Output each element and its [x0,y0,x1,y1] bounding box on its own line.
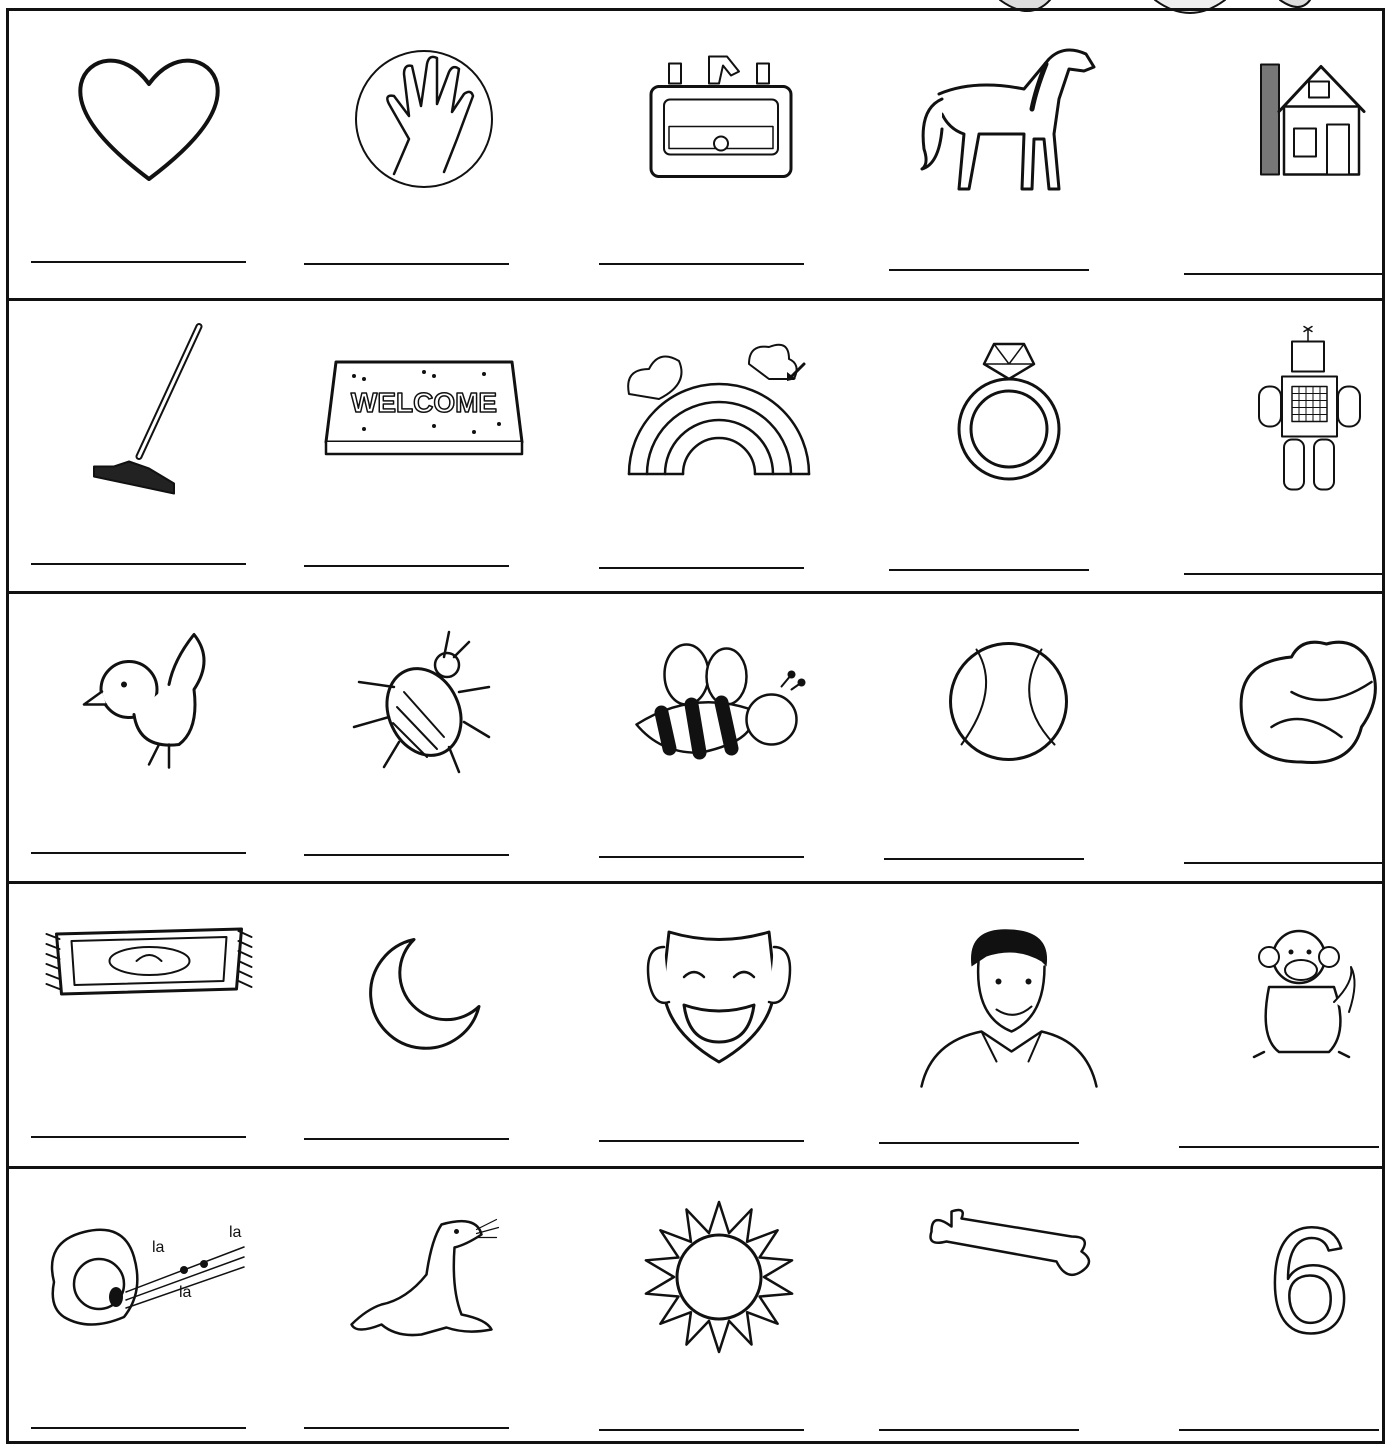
picture-grid [6,8,1385,1444]
picture-cell [294,1169,554,1441]
picture-cell [879,594,1139,881]
beanbag-icon [1179,602,1395,802]
la-note-text: la [229,1224,242,1241]
mask-icon [589,892,849,1092]
bee-icon [589,602,849,802]
welcome-mat-text: WELCOME [350,387,498,418]
picture-cell [589,301,849,591]
picture-cell [19,1169,279,1441]
hand-icon [294,19,554,219]
picture-cell [589,11,849,298]
answer-line[interactable] [889,569,1089,571]
picture-cell [1179,1169,1395,1441]
picture-cell [879,1169,1139,1441]
answer-line[interactable] [1184,862,1384,864]
picture-row-5 [9,1169,1382,1441]
bone-icon [879,1144,1139,1344]
answer-line[interactable] [304,565,509,567]
picture-row-4 [9,884,1382,1169]
man-icon [879,904,1139,1104]
horse-icon [879,19,1139,219]
answer-line[interactable] [1179,1146,1379,1148]
baseball-icon [879,602,1139,802]
ring-icon [879,309,1139,509]
answer-line[interactable] [31,1427,246,1429]
answer-line[interactable] [304,854,509,856]
picture-cell [19,301,279,591]
picture-cell [879,301,1139,591]
picture-cell [879,11,1139,298]
answer-line[interactable] [879,1429,1079,1431]
answer-line[interactable] [1184,273,1384,275]
picture-cell [19,11,279,298]
sun-icon [589,1177,849,1377]
picture-cell [294,884,554,1166]
picture-cell [589,884,849,1166]
robot-icon [1179,309,1395,509]
picture-cell [879,884,1139,1166]
picture-row-1 [9,11,1382,301]
singing-girl-icon [19,1177,279,1377]
house-icon [1179,19,1395,219]
moon-icon [294,892,554,1092]
answer-line[interactable] [304,1138,509,1140]
picture-cell [294,301,554,591]
answer-line[interactable] [1184,573,1384,575]
seal-icon [294,1177,554,1377]
picture-cell [294,594,554,881]
monkey-icon [1179,892,1395,1092]
answer-line[interactable] [884,858,1084,860]
picture-cell [1179,301,1395,591]
picture-cell [1179,594,1395,881]
heart-icon [19,19,279,219]
la-note-text: la [152,1239,165,1256]
answer-line[interactable] [599,567,804,569]
answer-line[interactable] [31,852,246,854]
answer-line[interactable] [599,1429,804,1431]
six-numeral-text: 6 [1267,1196,1351,1364]
answer-line[interactable] [599,856,804,858]
bird-icon [19,602,279,802]
sink-icon [589,19,849,219]
picture-row-2 [9,301,1382,594]
bug-icon [294,602,554,802]
la-note-text: la [179,1284,192,1301]
answer-line[interactable] [599,1140,804,1142]
picture-cell [589,1169,849,1441]
welcome-mat-icon [294,309,554,509]
picture-cell [589,594,849,881]
picture-cell [294,11,554,298]
picture-cell [1179,11,1395,298]
picture-cell [1179,884,1395,1166]
answer-line[interactable] [31,563,246,565]
picture-cell [19,884,279,1166]
answer-line[interactable] [304,263,509,265]
answer-line[interactable] [599,263,804,265]
rainbow-icon [589,309,849,509]
answer-line[interactable] [31,1136,246,1138]
six-icon [1179,1177,1395,1377]
picture-cell [19,594,279,881]
answer-line[interactable] [889,269,1089,271]
answer-line[interactable] [31,261,246,263]
rug-icon [19,864,279,1064]
rake-icon [19,309,279,509]
picture-row-3 [9,594,1382,884]
answer-line[interactable] [1179,1429,1379,1431]
answer-line[interactable] [304,1427,509,1429]
